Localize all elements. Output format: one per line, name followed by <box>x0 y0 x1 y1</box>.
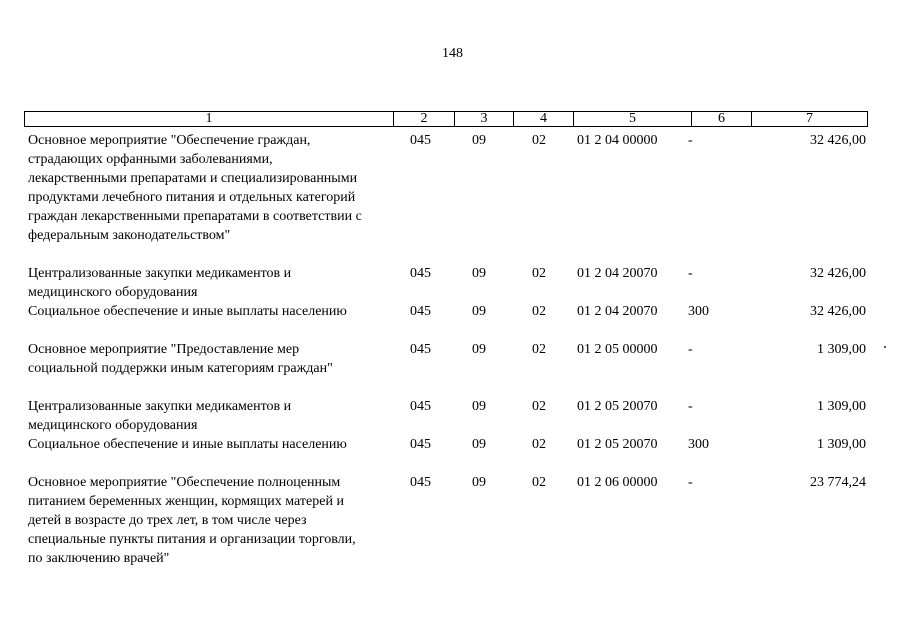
target-article-code: 01 2 04 00000 <box>577 133 658 148</box>
section-code: 09 <box>472 304 486 319</box>
subsection-code: 02 <box>532 304 546 319</box>
row-description <box>28 302 398 321</box>
target-article-code: 01 2 04 20070 <box>577 304 658 319</box>
ministry-code: 045 <box>410 399 431 414</box>
target-article-code: 01 2 05 00000 <box>577 342 658 357</box>
description-line: социальной поддержки иным категориям граждан" <box>28 361 333 376</box>
subsection-code: 02 <box>532 342 546 357</box>
header-col-6: 6 <box>691 112 751 126</box>
ministry-code: 045 <box>410 342 431 357</box>
expense-type-code: - <box>688 133 693 148</box>
description-line: по заключению врачей" <box>28 551 170 566</box>
expense-type-code: - <box>688 266 693 281</box>
section-code: 09 <box>472 133 486 148</box>
description-line: граждан лекарственными препаратами в соответствии с <box>28 209 362 224</box>
description-line: лекарственными препаратами и специализированными <box>28 171 358 186</box>
target-article-code: 01 2 05 20070 <box>577 399 658 414</box>
header-col-4: 4 <box>513 112 573 126</box>
ministry-code: 045 <box>410 133 431 148</box>
section-code: 09 <box>472 342 486 357</box>
section-code: 09 <box>472 266 486 281</box>
row-description <box>28 435 398 454</box>
target-article-code: 01 2 05 20070 <box>577 437 658 452</box>
amount: 1 309,00 <box>817 437 866 452</box>
description-line: Централизованные закупки медикаментов и <box>28 399 292 414</box>
subsection-code: 02 <box>532 266 546 281</box>
description-line: продуктами лечебного питания и отдельных категорий <box>28 190 356 205</box>
description-line: федеральным законодательством" <box>28 228 231 243</box>
description-line: Социальное обеспечение и иные выплаты населению <box>28 304 347 319</box>
description-line: Основное мероприятие "Обеспечение полноценным <box>28 475 341 490</box>
expense-type-code: 300 <box>688 304 709 319</box>
amount: 23 774,24 <box>810 475 866 490</box>
description-line: медицинского оборудования <box>28 418 198 433</box>
description-line: Социальное обеспечение и иные выплаты населению <box>28 437 347 452</box>
row-description <box>28 131 398 245</box>
ministry-code: 045 <box>410 266 431 281</box>
description-line: детей в возрасте до трех лет, в том числе через <box>28 513 307 528</box>
header-col-3: 3 <box>454 112 513 126</box>
subsection-code: 02 <box>532 399 546 414</box>
row-description <box>28 340 398 378</box>
expense-type-code: 300 <box>688 437 709 452</box>
scan-speck <box>884 346 886 348</box>
amount: 32 426,00 <box>810 266 866 281</box>
description-line: питанием беременных женщин, кормящих матерей и <box>28 494 344 509</box>
section-code: 09 <box>472 437 486 452</box>
expense-type-code: - <box>688 475 693 490</box>
header-col-1: 1 <box>205 111 213 126</box>
ministry-code: 045 <box>410 475 431 490</box>
expense-type-code: - <box>688 342 693 357</box>
subsection-code: 02 <box>532 133 546 148</box>
description-line: Основное мероприятие "Обеспечение граждан, <box>28 133 311 148</box>
amount: 32 426,00 <box>810 304 866 319</box>
row-description <box>28 473 398 568</box>
row-description <box>28 264 398 302</box>
amount: 1 309,00 <box>817 399 866 414</box>
expense-type-code: - <box>688 399 693 414</box>
description-line: медицинского оборудования <box>28 285 198 300</box>
description-line: Централизованные закупки медикаментов и <box>28 266 292 281</box>
amount: 1 309,00 <box>817 342 866 357</box>
table-header <box>24 111 868 127</box>
header-col-5: 5 <box>573 112 691 126</box>
header-col-7: 7 <box>751 112 867 126</box>
ministry-code: 045 <box>410 304 431 319</box>
ministry-code: 045 <box>410 437 431 452</box>
page-number: 148 <box>442 46 463 61</box>
description-line: специальные пункты питания и организации торговли, <box>28 532 356 547</box>
row-description <box>28 397 398 435</box>
description-line: Основное мероприятие "Предоставление мер <box>28 342 300 357</box>
description-line: страдающих орфанными заболеваниями, <box>28 152 273 167</box>
subsection-code: 02 <box>532 475 546 490</box>
header-col-2: 2 <box>393 112 454 126</box>
target-article-code: 01 2 04 20070 <box>577 266 658 281</box>
section-code: 09 <box>472 475 486 490</box>
amount: 32 426,00 <box>810 133 866 148</box>
subsection-code: 02 <box>532 437 546 452</box>
section-code: 09 <box>472 399 486 414</box>
target-article-code: 01 2 06 00000 <box>577 475 658 490</box>
